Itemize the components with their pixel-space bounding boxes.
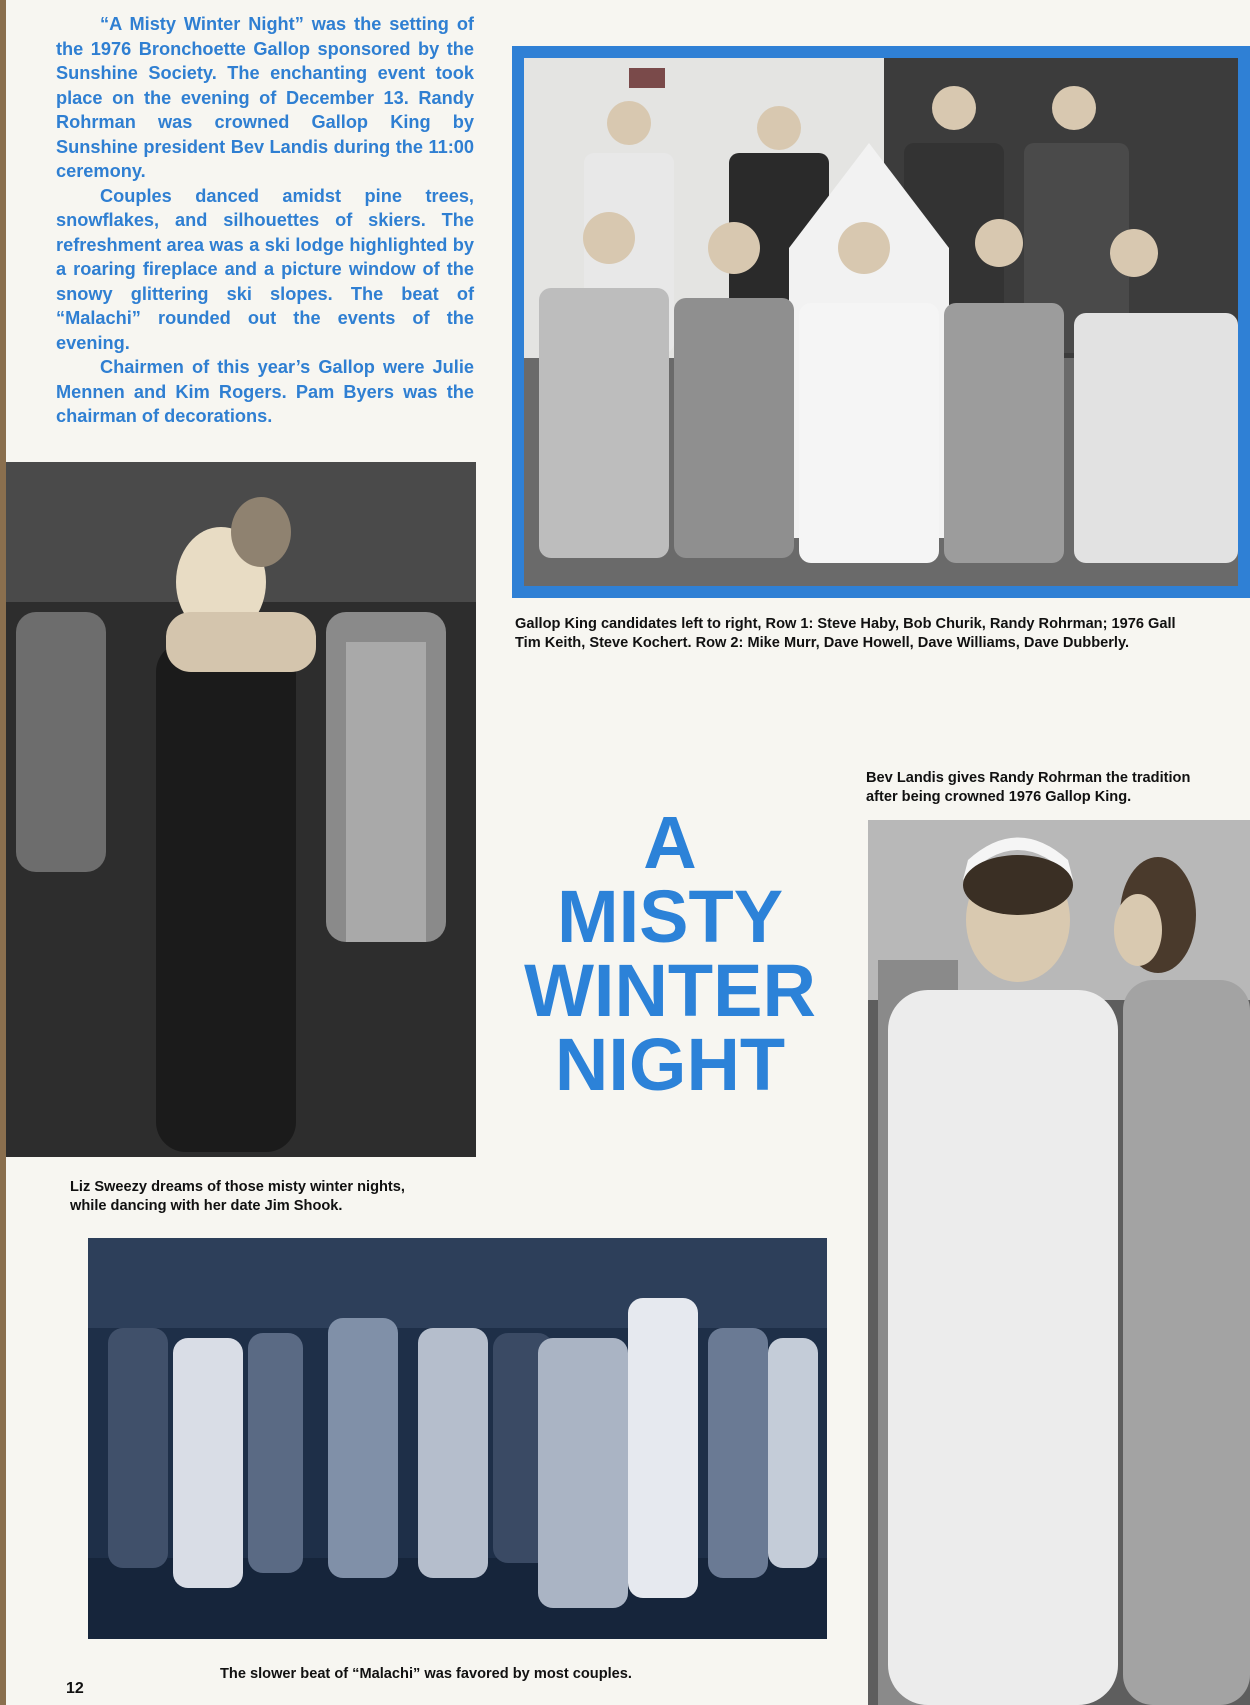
article-paragraph-2: Couples danced amidst pine trees, snowflakes, and silhouettes of skiers. The refreshment area was a ski lodge highlighted by a roaring fireplace and a picture window of the snowy glittering ski slopes. The beat of “Malachi” rounded out the events of the evening. bbox=[56, 185, 474, 353]
dance-floor-photo bbox=[88, 1238, 827, 1639]
liz-caption-line-2: while dancing with her date Jim Shook. bbox=[70, 1198, 343, 1214]
dance-floor-caption: The slower beat of “Malachi” was favored by most couples. bbox=[220, 1666, 632, 1682]
candidates-photo-image bbox=[524, 58, 1238, 586]
kiss-caption-line-1: Bev Landis gives Randy Rohrman the tradition bbox=[866, 770, 1191, 786]
candidates-caption-line-2: Tim Keith, Steve Kochert. Row 2: Mike Murr, Dave Howell, Dave Williams, Dave Dubberly. bbox=[515, 635, 1130, 651]
candidates-caption-line-1: Gallop King candidates left to right, Row 1: Steve Haby, Bob Churik, Randy Rohrman; 1976 Gall bbox=[515, 616, 1176, 632]
article-paragraph-3: Chairmen of this year’s Gallop were Julie Mennen and Kim Rogers. Pam Byers was the chairman of decorations. bbox=[56, 357, 474, 426]
page-number: 12 bbox=[66, 1680, 84, 1697]
article-paragraph-1: “A Misty Winter Night” was the setting of the 1976 Bronchoette Gallop sponsored by the Sunshine Society. The enchanting event took place on the evening of December 13. Randy Rohrman was crowned Gallop King by Sunshine president Bev Landis during the 11:00 ceremony. bbox=[56, 14, 474, 181]
dancing-couple-photo-image bbox=[6, 462, 476, 1157]
page-headline bbox=[500, 801, 840, 1106]
gallop-king-kiss-photo bbox=[868, 820, 1250, 1705]
liz-caption-line-1: Liz Sweezy dreams of those misty winter nights, bbox=[70, 1179, 405, 1195]
kiss-caption-line-2: after being crowned 1976 Gallop King. bbox=[866, 789, 1132, 805]
headline-line-1: A bbox=[643, 801, 697, 884]
headline-line-2: MISTY bbox=[556, 875, 784, 958]
intro-article bbox=[56, 12, 474, 429]
gallop-king-candidates-photo bbox=[512, 46, 1250, 598]
dance-floor-photo-image bbox=[88, 1238, 827, 1639]
liz-sweezy-dancing-photo bbox=[6, 462, 476, 1157]
kiss-photo-image bbox=[868, 820, 1250, 1705]
headline-line-4: NIGHT bbox=[554, 1023, 786, 1106]
headline-line-3: WINTER bbox=[524, 949, 816, 1032]
